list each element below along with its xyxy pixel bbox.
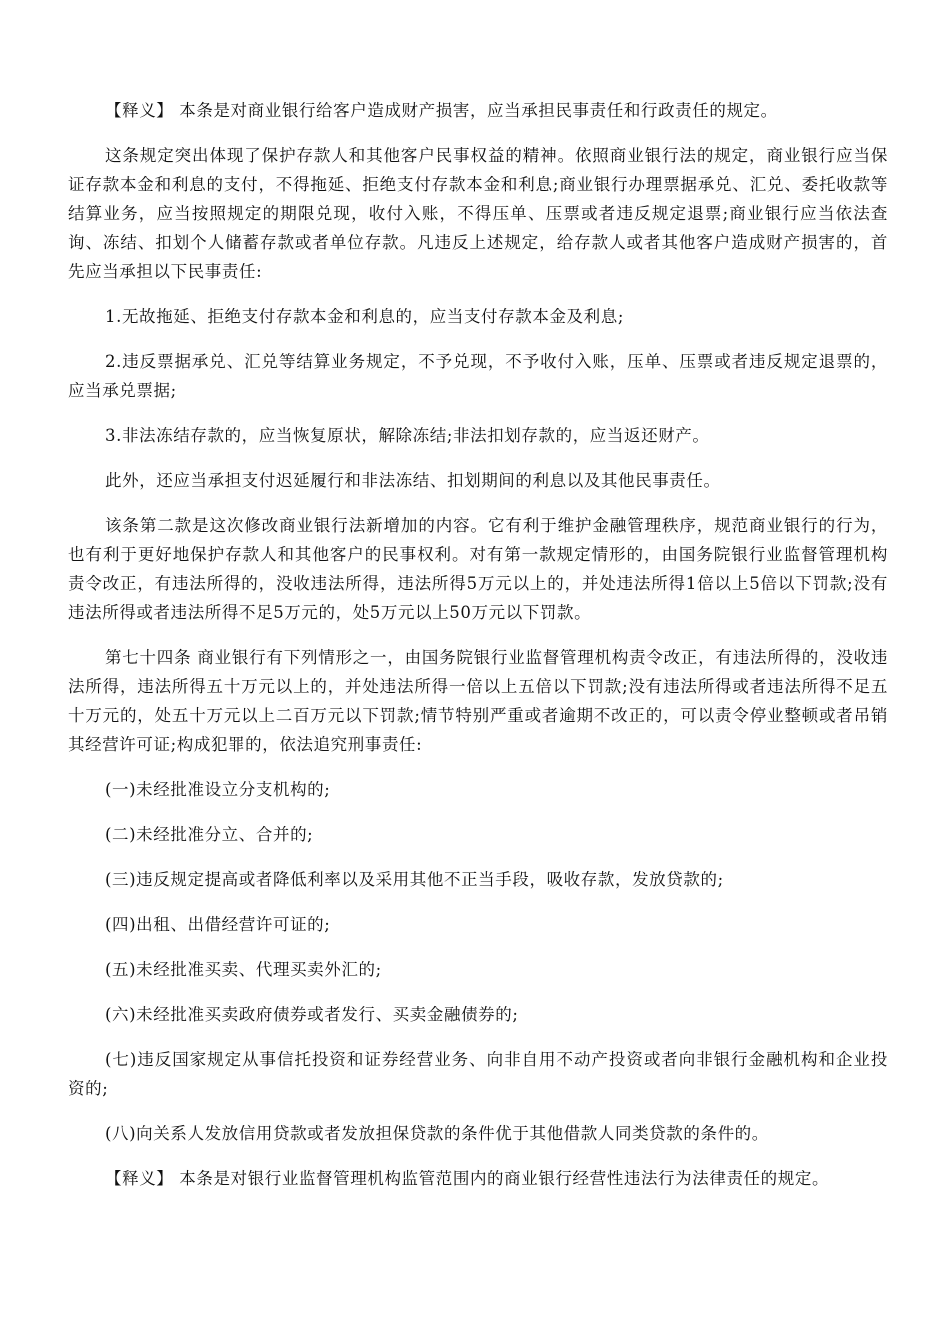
article-74-item-1: (一)未经批准设立分支机构的; [105,780,331,799]
article-74-item-5: (五)未经批准买卖、代理买卖外汇的; [105,960,382,979]
article-74-item-2: (二)未经批准分立、合并的; [105,825,314,844]
paragraph-interpretation-2: 【释义】 本条是对银行业监督管理机构监管范围内的商业银行经营性违法行为法律责任的规定。 [105,1169,830,1188]
article-74-item-8: (八)向关系人发放信用贷款或者发放担保贷款的条件优于其他借款人同类贷款的条件的。 [105,1124,769,1143]
article-74-item-4: (四)出租、出借经营许可证的; [105,915,331,934]
document-body [68,96,888,1209]
article-74-item-7: (七)违反国家规定从事信托投资和证券经营业务、向非自用不动产投资或者向非银行金融机构和企业投资的; [68,1050,888,1098]
list-item-1: 1.无故拖延、拒绝支付存款本金和利息的，应当支付存款本金及利息; [105,307,625,326]
article-74-item-6: (六)未经批准买卖政府债券或者发行、买卖金融债券的; [105,1005,519,1024]
paragraph-additional: 此外，还应当承担支付迟延履行和非法冻结、扣划期间的利息以及其他民事责任。 [105,471,721,490]
paragraph-civil-rights: 这条规定突出体现了保护存款人和其他客户民事权益的精神。依照商业银行法的规定，商业银行应当保证存款本金和利息的支付，不得拖延、拒绝支付存款本金和利息;商业银行办理票据承兑、汇兑、委托收款等结算业务，应当按照规定的期限兑现，收付入账，不得压单、压票或者违反规定退票;商业银行应当依法查询、冻结、扣划个人储蓄存款或者单位存款。凡违反上述规定，给存款人或者其他客户造成财产损害的，首先应当承担以下民事责任: [68,146,888,281]
paragraph-second-clause: 该条第二款是这次修改商业银行法新增加的内容。它有利于维护金融管理秩序，规范商业银行的行为，也有利于更好地保护存款人和其他客户的民事权利。对有第一款规定情形的，由国务院银行业监督管理机构责令改正，有违法所得的，没收违法所得，违法所得5万元以上的，并处违法所得1倍以上5倍以下罚款;没有违法所得或者违法所得不足5万元的，处5万元以上50万元以下罚款。 [68,516,888,622]
article-74-item-3: (三)违反规定提高或者降低利率以及采用其他不正当手段，吸收存款，发放贷款的; [105,870,724,889]
list-item-3: 3.非法冻结存款的，应当恢复原状，解除冻结;非法扣划存款的，应当返还财产。 [105,426,710,445]
paragraph-interpretation-1: 【释义】 本条是对商业银行给客户造成财产损害，应当承担民事责任和行政责任的规定。 [105,101,778,120]
list-item-2: 2.违反票据承兑、汇兑等结算业务规定，不予兑现，不予收付入账，压单、压票或者违反规定退票的，应当承兑票据; [68,352,888,400]
article-74: 第七十四条 商业银行有下列情形之一，由国务院银行业监督管理机构责令改正，有违法所得的，没收违法所得，违法所得五十万元以上的，并处违法所得一倍以上五倍以下罚款;没有违法所得或者违法所得不足五十万元的，处五十万元以上二百万元以下罚款;情节特别严重或者逾期不改正的，可以责令停业整顿或者吊销其经营许可证;构成犯罪的，依法追究刑事责任: [68,648,888,754]
